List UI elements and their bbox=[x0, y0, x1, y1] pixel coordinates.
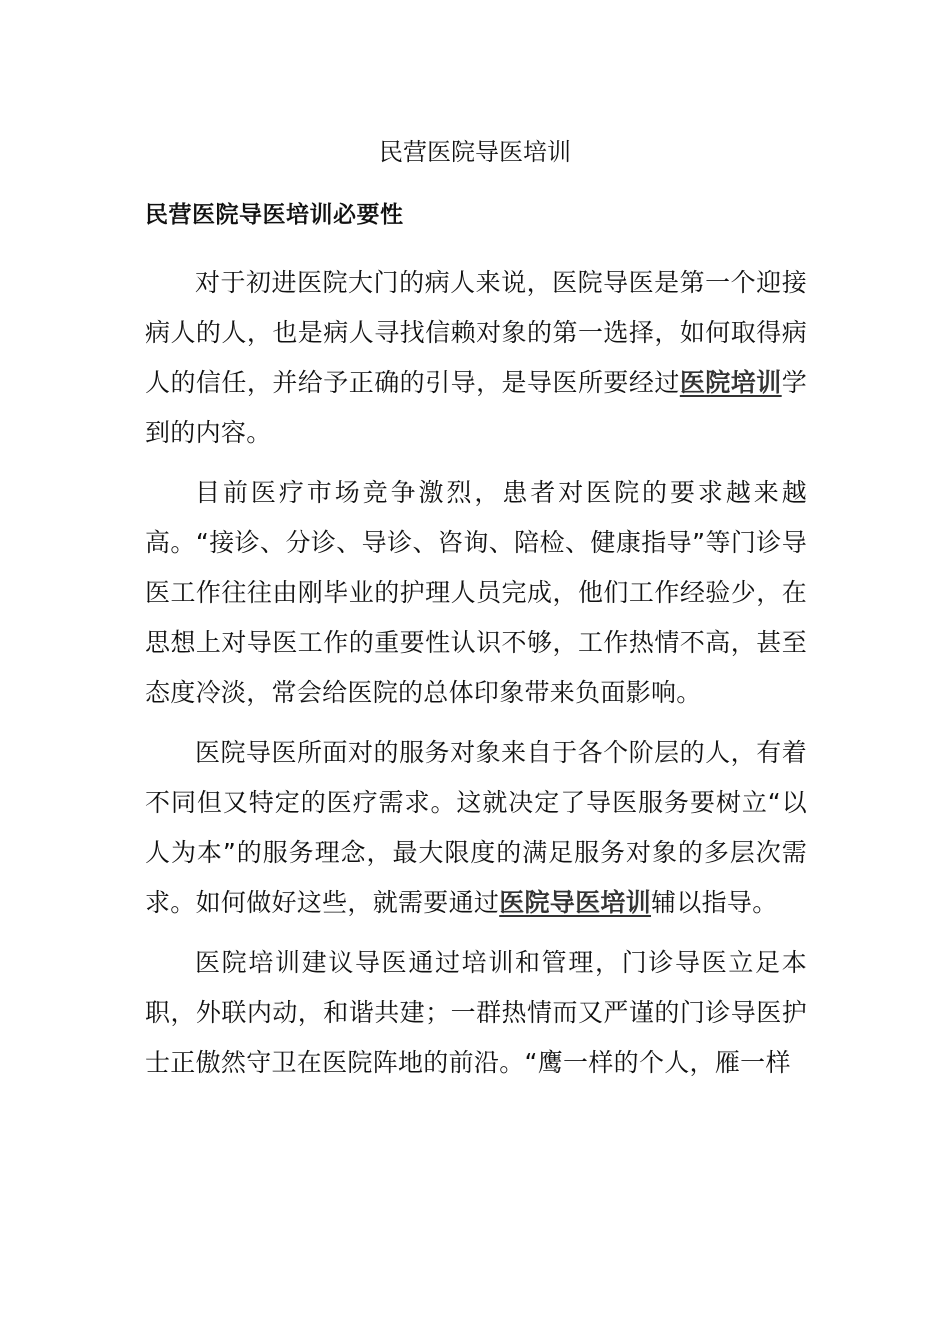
paragraph-1-text-after: 学到的内容。 bbox=[145, 368, 807, 447]
section-heading: 民营医院导医培训必要性 bbox=[145, 202, 404, 228]
hospital-training-link[interactable]: 医院培训 bbox=[679, 368, 782, 397]
paragraph-4: 医院培训建议导医通过培训和管理，门诊导医立足本职，外联内动，和谐共建；一群热情而又严谨的门诊导医护士正傲然守卫在医院阵地的前沿。“鹰一样的个人，雁一样 bbox=[145, 948, 807, 1077]
paragraph-3 bbox=[145, 728, 807, 928]
paragraph-2: 目前医疗市场竞争激烈，患者对医院的要求越来越高。“接诊、分诊、导诊、咨询、陪检、健康指导”等门诊导医工作往往由刚毕业的护理人员完成，他们工作经验少，在思想上对导医工作的重要性认识不够，工作热情不高，甚至态度冷淡，常会给医院的总体印象带来负面影响。 bbox=[145, 478, 807, 707]
paragraph-1 bbox=[145, 258, 807, 458]
paragraph-3-text-before: 医院导医所面对的服务对象来自于各个阶层的人，有着不同但又特定的医疗需求。这就决定了导医服务要树立“以人为本”的服务理念，最大限度的满足服务对象的多层次需求。如何做好这些，就需要通过 bbox=[145, 738, 807, 917]
document-body bbox=[145, 258, 807, 1098]
paragraph-3-text-after: 辅以指导。 bbox=[651, 888, 778, 917]
hospital-guide-training-link[interactable]: 医院导医培训 bbox=[499, 888, 652, 917]
document-title: 民营医院导医培训 bbox=[379, 138, 571, 166]
paragraph-1-text-before: 对于初进医院大门的病人来说，医院导医是第一个迎接病人的人，也是病人寻找信赖对象的第一选择，如何取得病人的信任，并给予正确的引导，是导医所要经过 bbox=[145, 268, 807, 397]
